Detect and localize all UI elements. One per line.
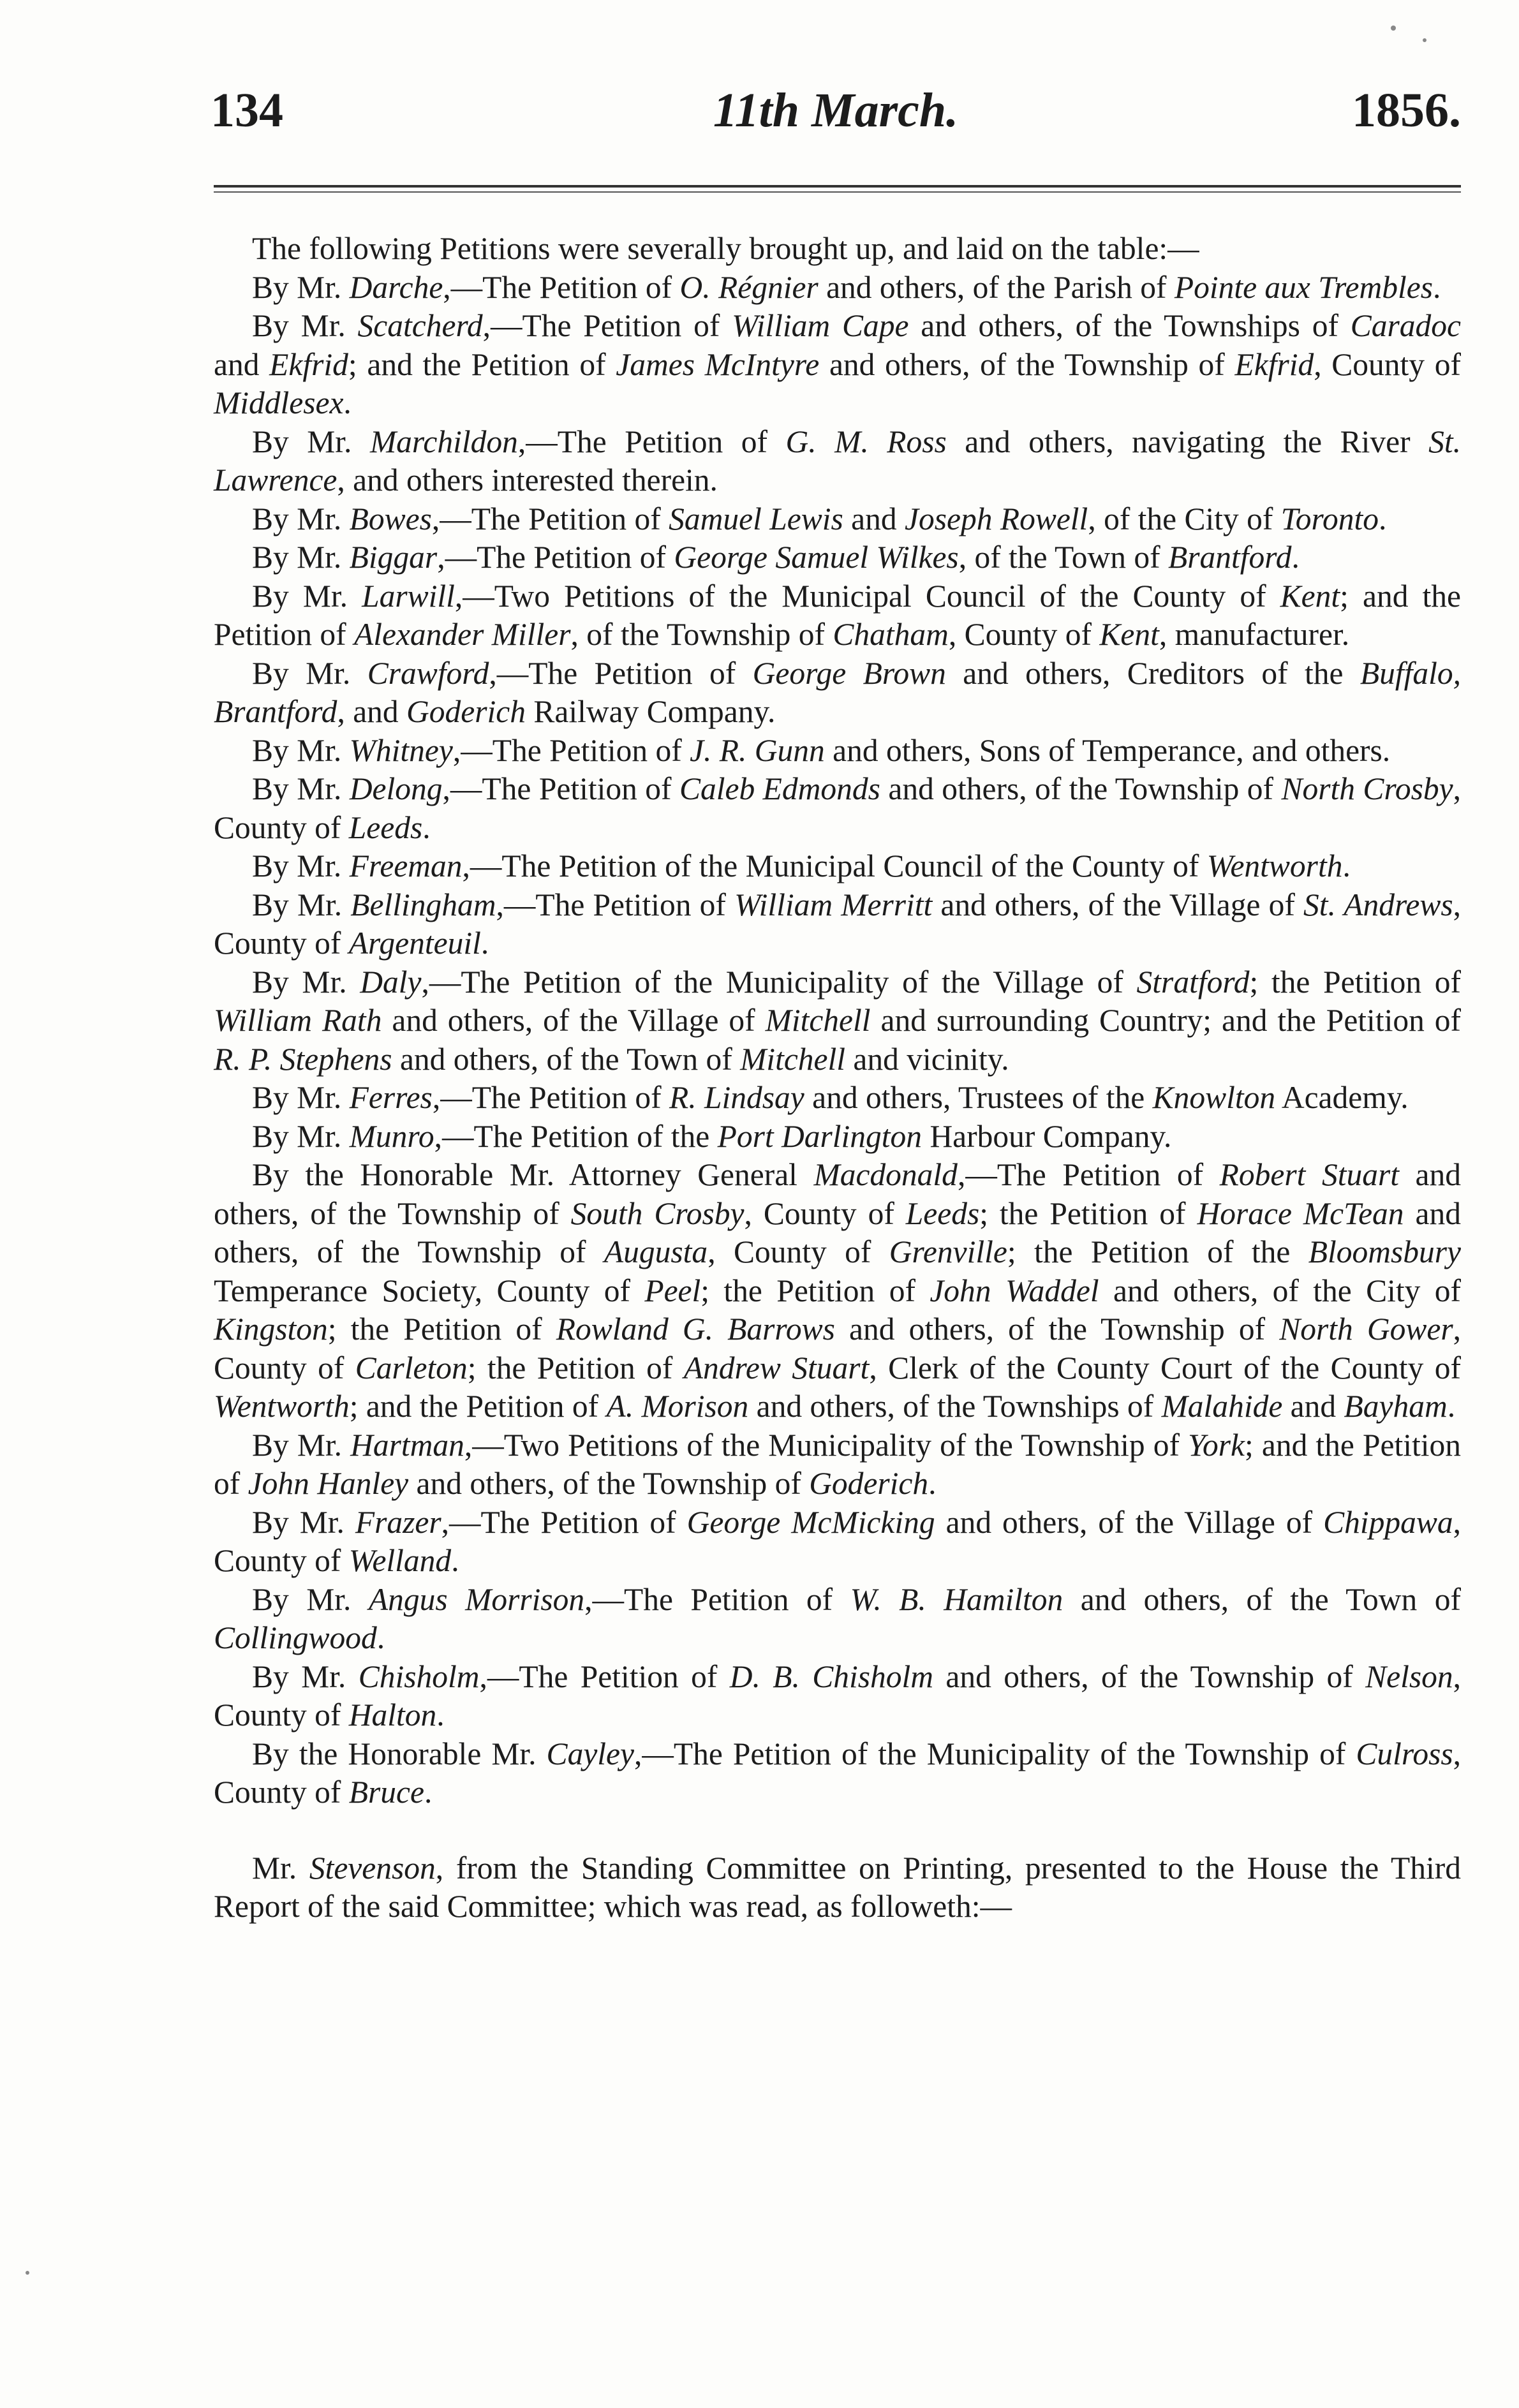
text-run: By Mr.: [252, 1118, 350, 1154]
italic-name: Kent: [1280, 578, 1340, 614]
paper-speck: [26, 2271, 29, 2275]
italic-name: North Crosby: [1281, 771, 1453, 806]
italic-name: St. Lawrence: [214, 424, 1461, 498]
text-run: .: [451, 1543, 459, 1578]
text-run: By the Honorable Mr. Attorney General: [252, 1157, 814, 1192]
italic-name: O. Régnier: [679, 269, 819, 305]
italic-name: Frazer: [355, 1504, 441, 1540]
italic-name: Knowlton: [1152, 1080, 1276, 1115]
italic-name: John Waddel: [930, 1273, 1099, 1308]
petition-entry: [214, 269, 1461, 307]
italic-name: Bloomsbury: [1308, 1234, 1461, 1269]
italic-name: Robert Stuart: [1219, 1157, 1399, 1192]
petition-entry: [214, 538, 1461, 577]
italic-name: George Brown: [752, 655, 946, 691]
text-run: ,—The Petition of: [441, 1504, 687, 1540]
italic-name: Macdonald: [813, 1157, 958, 1192]
italic-name: Port Darlington: [717, 1118, 923, 1154]
italic-name: R. Lindsay: [669, 1080, 804, 1115]
petition-entry: [214, 1503, 1461, 1581]
italic-name: South Crosby: [570, 1195, 745, 1231]
italic-name: William Rath: [214, 1003, 382, 1038]
petition-entry: [214, 886, 1461, 963]
text-run: , of the City of: [1088, 501, 1281, 536]
italic-name: Cayley: [546, 1736, 634, 1771]
text-run: By Mr.: [252, 771, 350, 806]
text-run: ,—The Petition of: [517, 424, 786, 459]
text-run: By Mr.: [252, 1080, 350, 1115]
italic-name: Brantford: [1168, 540, 1292, 575]
italic-name: Goderich: [809, 1466, 929, 1501]
italic-name: Bruce: [348, 1775, 424, 1810]
petition-entry: [214, 847, 1461, 886]
text-run: .: [343, 385, 352, 420]
italic-name: Caradoc: [1350, 308, 1462, 343]
italic-name: Collingwood: [214, 1620, 377, 1655]
text-run: ; and the Petition of: [348, 346, 616, 382]
text-run: .: [1342, 848, 1351, 883]
italic-name: Goderich: [406, 694, 526, 729]
text-run: , County of: [214, 1311, 1461, 1385]
italic-name: Kingston: [214, 1311, 328, 1347]
text-run: ,—Two Petitions of the Municipality of the Township of: [464, 1427, 1189, 1463]
italic-name: James McIntyre: [616, 346, 820, 382]
petition-entry: [214, 1581, 1461, 1658]
text-run: ; the Petition of: [467, 1350, 684, 1385]
petition-entry: [214, 577, 1461, 654]
text-run: ,—Two Petitions of the Municipal Council of the County of: [454, 578, 1280, 614]
text-run: , of the Township of: [570, 617, 833, 652]
intro-paragraph: The following Petitions were severally brought up, and laid on the table:—: [252, 231, 1199, 266]
text-run: and others, Sons of Temperance, and others.: [824, 732, 1391, 768]
text-run: and others, of the Township of: [834, 1311, 1280, 1347]
petition-entry: [214, 1426, 1461, 1503]
petition-entry: [214, 654, 1461, 732]
text-run: and: [843, 501, 905, 536]
italic-name: Darche: [349, 269, 443, 305]
text-run: and others, of the Township of: [880, 771, 1282, 806]
italic-name: Joseph Rowell: [905, 501, 1088, 536]
text-run: , and others interested therein.: [337, 462, 718, 498]
text-run: , from the Standing Committee on Printing, presented to the House the Third Report of the said Committee; which was read, as followeth:—: [214, 1850, 1461, 1924]
text-run: and others, of the Township of: [214, 1195, 1461, 1269]
text-run: , County of: [214, 771, 1461, 845]
italic-name: North Gower: [1279, 1311, 1453, 1347]
italic-name: Grenville: [889, 1234, 1007, 1269]
text-run: and others, navigating the River: [946, 424, 1429, 459]
text-run: ,—The Petition of: [957, 1157, 1220, 1192]
text-run: By Mr.: [252, 732, 350, 768]
italic-name: Caleb Edmonds: [679, 771, 880, 806]
text-run: and others, of the Township of: [819, 346, 1235, 382]
text-run: ,—The Petition of the: [434, 1118, 718, 1154]
italic-name: Rowland G. Barrows: [556, 1311, 835, 1347]
page-header: [211, 75, 1461, 145]
italic-name: Larwill: [362, 578, 455, 614]
text-run: ,—The Petition of: [584, 1581, 850, 1617]
text-run: , and: [337, 694, 407, 729]
text-run: By Mr.: [252, 269, 350, 305]
text-run: ; and the Petition of: [214, 578, 1461, 652]
text-run: ,—The Petition of: [431, 501, 669, 536]
text-run: .: [1291, 540, 1300, 575]
italic-name: Buffalo, Brantford: [214, 655, 1462, 729]
text-run: , County of: [214, 887, 1461, 961]
text-run: By Mr.: [252, 887, 351, 922]
text-run: By Mr.: [252, 540, 350, 575]
petition-entry: [214, 423, 1461, 500]
italic-name: Whitney: [349, 732, 453, 768]
text-run: ; and the Petition of: [349, 1389, 607, 1424]
text-run: , County of: [214, 1658, 1461, 1732]
italic-name: W. B. Hamilton: [850, 1581, 1063, 1617]
italic-name: Halton: [348, 1697, 437, 1732]
text-run: and others, of the Townships of: [748, 1389, 1162, 1424]
text-run: and others, of the Townships of: [908, 308, 1351, 343]
text-run: ,—The Petition of the Municipality of the Township of: [634, 1736, 1356, 1771]
italic-name: Daly: [360, 964, 422, 1000]
italic-name: John Hanley: [248, 1466, 409, 1501]
header-rule: [214, 185, 1461, 188]
header-date: 11th March.: [713, 84, 959, 137]
italic-name: Delong: [349, 771, 443, 806]
text-run: ,—The Petition of the Municipality of the Village of: [421, 964, 1137, 1000]
italic-name: Augusta: [604, 1234, 708, 1269]
text-run: , of the Town of: [958, 540, 1169, 575]
text-run: and others, of the Township of: [933, 1658, 1366, 1694]
italic-name: Biggar: [349, 540, 438, 575]
text-run: ,—The Petition of: [452, 732, 690, 768]
text-run: , Clerk of the County Court of the County of: [869, 1350, 1461, 1385]
text-run: ,—The Petition of: [479, 1658, 730, 1694]
italic-name: York: [1188, 1427, 1245, 1463]
italic-name: Wentworth: [1206, 848, 1343, 883]
italic-name: Leeds: [905, 1195, 980, 1231]
petition-entry: [214, 1735, 1461, 1812]
text-run: and: [214, 346, 270, 382]
text-run: ,—The Petition of: [442, 771, 679, 806]
italic-name: J. R. Gunn: [690, 732, 825, 768]
italic-name: William Merritt: [734, 887, 933, 922]
text-run: , County of: [1314, 346, 1461, 382]
text-run: .: [422, 809, 431, 845]
italic-name: George Samuel Wilkes: [674, 540, 959, 575]
text-run: .: [1378, 501, 1387, 536]
text-run: .: [436, 1697, 445, 1732]
text-run: ,—The Petition of: [496, 887, 735, 922]
text-run: By Mr.: [252, 501, 350, 536]
text-run: and others, of the Village of: [935, 1504, 1324, 1540]
text-run: By Mr.: [252, 1581, 369, 1617]
italic-name: Bowes: [349, 501, 432, 536]
text-run: ,—The Petition of: [482, 308, 732, 343]
text-run: By Mr.: [252, 848, 350, 883]
text-run: .: [424, 1775, 433, 1810]
italic-name: Munro: [349, 1118, 434, 1154]
italic-name: Andrew Stuart: [683, 1350, 870, 1385]
text-run: Harbour Company.: [922, 1118, 1172, 1154]
italic-name: George McMicking: [686, 1504, 935, 1540]
text-run: , County of: [214, 1736, 1461, 1810]
text-run: By Mr.: [252, 1504, 355, 1540]
header-year: 1856.: [1352, 84, 1461, 137]
italic-name: R. P. Stephens: [214, 1041, 392, 1077]
italic-name: Wentworth: [214, 1389, 350, 1424]
text-run: ; the Petition of: [700, 1273, 930, 1308]
text-run: and others, of the Village of: [932, 887, 1304, 922]
italic-name: Nelson: [1365, 1658, 1453, 1694]
text-run: and others, Creditors of the: [945, 655, 1360, 691]
paper-speck: [1391, 26, 1396, 31]
italic-name: Culross: [1356, 1736, 1453, 1771]
italic-name: Horace McTean: [1197, 1195, 1404, 1231]
text-run: and vicinity.: [845, 1041, 1009, 1077]
text-run: By Mr.: [252, 1658, 359, 1694]
italic-name: Crawford: [367, 655, 489, 691]
text-run: ,—The Petition of: [432, 1080, 670, 1115]
text-run: .: [928, 1466, 937, 1501]
petition-entry: [214, 1079, 1461, 1118]
text-run: ,—The Petition of the Municipal Council of the County of: [462, 848, 1207, 883]
text-run: ; and the Petition of: [214, 1427, 1461, 1501]
text-run: and others, of the Township of: [214, 1157, 1461, 1231]
petition-entry: [214, 307, 1461, 423]
text-run: , County of: [214, 1504, 1461, 1578]
text-run: Railway Company.: [526, 694, 776, 729]
closing-paragraph: [214, 1849, 1461, 1926]
text-run: and: [1282, 1389, 1344, 1424]
italic-name: Carleton: [355, 1350, 468, 1385]
italic-name: Freeman: [349, 848, 463, 883]
page-number: 134: [211, 84, 283, 137]
petition-entry: [214, 1118, 1461, 1156]
text-run: By Mr.: [252, 578, 362, 614]
italic-name: Ekfrid: [1234, 346, 1314, 382]
italic-name: Leeds: [348, 809, 423, 845]
italic-name: Marchildon: [369, 424, 518, 459]
text-run: By Mr.: [252, 424, 370, 459]
text-run: By the Honorable Mr.: [252, 1736, 547, 1771]
italic-name: Stratford: [1136, 964, 1250, 1000]
petition-entry: [214, 500, 1461, 539]
italic-name: D. B. Chisholm: [729, 1658, 934, 1694]
text-run: and others, of the Town of: [1063, 1581, 1462, 1617]
text-run: and others, Trustees of the: [804, 1080, 1153, 1115]
italic-name: Peel: [644, 1273, 701, 1308]
italic-name: Samuel Lewis: [669, 501, 843, 536]
petition-list: [214, 269, 1461, 1812]
text-run: ,—The Petition of: [489, 655, 753, 691]
text-run: , County of: [948, 617, 1100, 652]
text-run: and surrounding Country; and the Petition of: [870, 1003, 1461, 1038]
text-run: By Mr.: [252, 655, 367, 691]
text-run: .: [480, 926, 489, 961]
italic-name: Kent: [1099, 617, 1159, 652]
italic-name: Mitchell: [765, 1003, 871, 1038]
italic-name: Alexander Miller: [354, 617, 571, 652]
text-run: and others, of the Parish of: [818, 269, 1174, 305]
petition-entry: [214, 1156, 1461, 1426]
italic-name: Chisholm: [358, 1658, 480, 1694]
text-run: By Mr.: [252, 964, 360, 1000]
italic-name: Chippawa: [1323, 1504, 1453, 1540]
paper-speck: [1423, 38, 1426, 42]
text-run: Mr.: [252, 1850, 309, 1886]
petition-entry: [214, 732, 1461, 771]
text-run: and others, of the Village of: [382, 1003, 766, 1038]
text-run: Academy.: [1275, 1080, 1409, 1115]
italic-name: St. Andrews: [1303, 887, 1453, 922]
text-run: ; the Petition of the: [1007, 1234, 1308, 1269]
italic-name: Pointe aux Trembles: [1174, 269, 1433, 305]
italic-name: Chatham: [833, 617, 949, 652]
italic-name: William Cape: [732, 308, 909, 343]
italic-name: Toronto: [1280, 501, 1379, 536]
italic-name: Scatcherd: [357, 308, 483, 343]
petition-entry: [214, 770, 1461, 847]
italic-name: Angus Morrison: [368, 1581, 585, 1617]
text-run: By Mr.: [252, 1427, 351, 1463]
journal-body: [214, 230, 1461, 1926]
text-run: , County of: [708, 1234, 889, 1269]
italic-name: G. M. Ross: [785, 424, 947, 459]
petition-entry: [214, 1658, 1461, 1735]
text-run: , manufacturer.: [1159, 617, 1350, 652]
text-run: .: [1447, 1389, 1456, 1424]
italic-name: Ekfrid: [269, 346, 348, 382]
text-run: Temperance Society, County of: [214, 1273, 645, 1308]
text-run: ; the Petition of: [979, 1195, 1197, 1231]
italic-name: Argenteuil: [348, 926, 481, 961]
italic-name: Bellingham: [350, 887, 496, 922]
text-run: and others, of the Town of: [392, 1041, 741, 1077]
text-run: ,—The Petition of: [437, 540, 674, 575]
petition-entry: [214, 963, 1461, 1079]
text-run: ; the Petition of: [327, 1311, 556, 1347]
italic-name: Welland: [348, 1543, 452, 1578]
header-rule-thin: [214, 191, 1461, 193]
italic-name: Bayham: [1344, 1389, 1448, 1424]
text-run: ,—The Petition of: [443, 269, 680, 305]
text-run: ; the Petition of: [1249, 964, 1461, 1000]
text-run: .: [1432, 269, 1441, 305]
text-run: and others, of the Township of: [408, 1466, 810, 1501]
text-run: By Mr.: [252, 308, 358, 343]
italic-name: Stevenson: [309, 1850, 436, 1886]
text-run: , County of: [744, 1195, 906, 1231]
text-run: .: [376, 1620, 385, 1655]
italic-name: A. Morison: [606, 1389, 749, 1424]
text-run: and others, of the City of: [1099, 1273, 1461, 1308]
italic-name: Malahide: [1161, 1389, 1283, 1424]
italic-name: Ferres: [349, 1080, 433, 1115]
italic-name: Mitchell: [740, 1041, 846, 1077]
italic-name: Middlesex: [214, 385, 344, 420]
italic-name: Hartman: [350, 1427, 464, 1463]
